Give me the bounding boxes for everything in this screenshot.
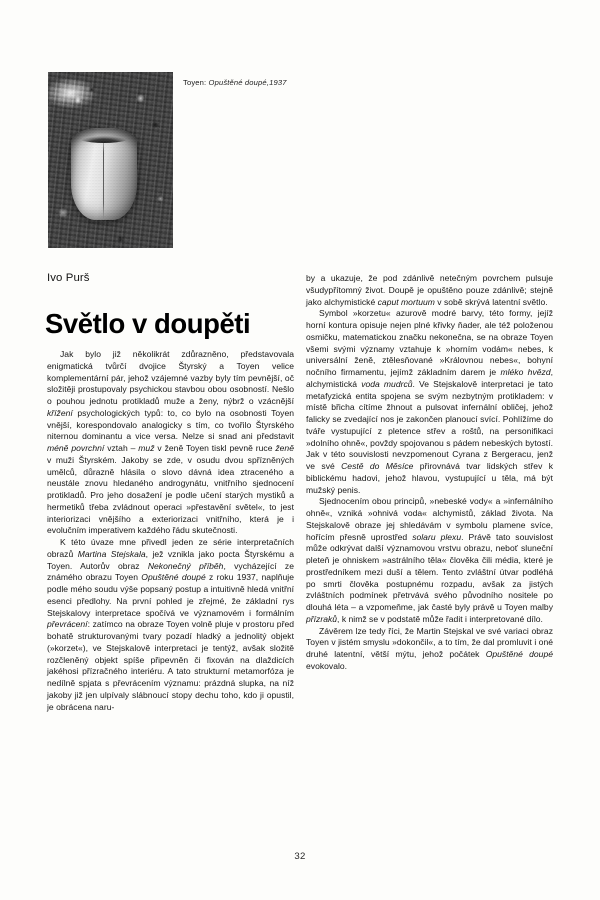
author-byline: Ivo Purš bbox=[47, 272, 90, 284]
figure-caption-title: Opuštěné doupé bbox=[208, 78, 267, 87]
body-column-right bbox=[306, 273, 553, 673]
figure-caption-year: ,1937 bbox=[266, 78, 287, 87]
paragraph: Sjednocením obou principů, »nebeské vody« a »infernálního ohně«, vzniká »ohnivá voda« alchymistů, základ života. Na Stejskalově obraze jej shledávám v symbolu plamene svíce, hořícím přesně uprostřed solaru plexu. Právě tato souvislost může odkrývat další významovou vrstvu obrazu, neboť sluneční pleteň je ohniskem »astrálního těla« člověka čili média, které je prostředníkem mezi duší a tělem. Tento zvláštní útvar podléhá po smrti člověka postupnému rozpadu, avšak za jistých zvláštních podmínek přetrvává svého původního nositele po dlouhá léta – a vzpomeňme, jak časté byly právě u Toyen malby přízraků, k nimž se v podstatě může řadit i interpretované dílo. bbox=[306, 496, 554, 624]
paragraph: K této úvaze mne přivedl jeden ze série interpretačních obrazů Martina Stejskala, jež vznikla jako pocta Štyrskému a Toyen. Autorův obraz Nekonečný příběh, vycházející ze známého obrazu Toyen Opuštěné doupé z roku 1937, naplňuje podle mého soudu výše popsaný postup a intuitivně hledá vnitřní esenci předlohy. Na první pohled je zřejmé, že základní rys Stejskalovy interpretace spočívá ve významovém i formálním převrácení: zatímco na obraze Toyen volně pluje v prostoru před bohatě strukturovanými tvary pozadí hladký a jednolitý objekt (»korzet«), ve Stejskalově interpretaci je tentýž, avšak složitě rozčleněný objekt spíše připevněn či fixován na dlaždicích jakéhosi přízračného interiéru. A tato strukturní metamorfóza je nedílně spjata s převrácením významu: prázdná slupka, na níž jakoby již jen ulpívaly slábnoucí stopy dechu toho, kdo ji opustil, je obrácena naru- bbox=[47, 537, 295, 712]
page-title: Světlo v doupěti bbox=[45, 308, 251, 340]
painting-image bbox=[48, 72, 173, 248]
figure-caption-artist: Toyen: bbox=[183, 78, 207, 87]
body-column-left bbox=[47, 349, 294, 713]
paragraph: Jak bylo již několikrát zdůrazněno, představovala enigmatická tvůrčí dvojice Štyrský a Toyen velice komplementární pár, jehož vzájemné vazby byly tím pevnější, oč složitěji prostupovaly psychickou stavbou obou osobností. Nešlo o pouhou jednotu protikladů muže a ženy, nýbrž o vzácnější křížení psychologických typů: to, co bylo na osobnosti Toyen vnější, korespondovalo analogicky s tím, co tvořilo Štyrského niternou dominantu a vice versa. Nelze si snad ani představit méně povrchní vztah – muž v ženě Toyen tiskl pevně ruce ženě v muži Štyrském. Jakoby se zde, v osudu dvou spřízněných umělců, důrazně hlásila o slovo dávná idea ztraceného a neustále znovu hledaného androgynátu, vnitřního sjednocení protikladů. Pro jeho dosažení je podle učení starých mystiků a hermetiků třeba zvládnout operaci »přestavění světel«, to jest interiorizaci vnějšího a exteriorizaci vnitřního, která je i evolučním imperativem každého řádu skutečnosti. bbox=[47, 349, 294, 536]
paragraph: by a ukazuje, že pod zdánlivě netečným povrchem pulsuje všudypřítomný život. Doupě je opuštěno pouze zdánlivě; stejně jako alchymistické caput mortuum v sobě skrývá latentní světlo. bbox=[306, 273, 553, 307]
figure-caption bbox=[183, 78, 443, 87]
figure-illustration bbox=[48, 72, 173, 248]
paragraph: Symbol »korzetu« azurově modré barvy, této formy, jejíž horní kontura opisuje nejen plné křivky ňader, ale též položenou osmičku, matematickou značku nekonečna, se na obraze Toyen všemi svými významy vztahuje k »horním vodám« nebes, k universální ženě, ztělesňované »Královnou nebes«, bohyní nočního firmamentu, jejímž základním darem je mléko hvězd, alchymistická voda mudrců. Ve Stejskalově interpretaci je tato metafyzická entita spojena se svým nezbytným protikladem: v místě břicha cítíme žhnout a pulsovat infernální obličej, jehož falicky se zvedající nos je zakončen planoucí svící. Pohlížíme do tváře vystupující z pletence střev a roštů, na personifikaci »dolního ohně«, povždy spojovanou s pádem nebeských bytostí. Jak v této souvislosti nevzpomenout Cyrana z Bergeracu, jenž ve své Cestě do Měsíce přirovnává tvar lidských střev k biblickému hadovi, jehož hlavou, vystupující u těla, má být mužský penis. bbox=[306, 308, 553, 495]
painting-grain-layer bbox=[48, 72, 173, 248]
paragraph: Závěrem lze tedy říci, že Martin Stejskal ve své variaci obraz Toyen v jistém smyslu »dokončil«, a to tím, že dal promluvit i oné druhé latentní, větší mýtu, jehož počátek Opuštěné doupé evokovalo. bbox=[306, 625, 554, 671]
page-number: 32 bbox=[294, 851, 306, 862]
